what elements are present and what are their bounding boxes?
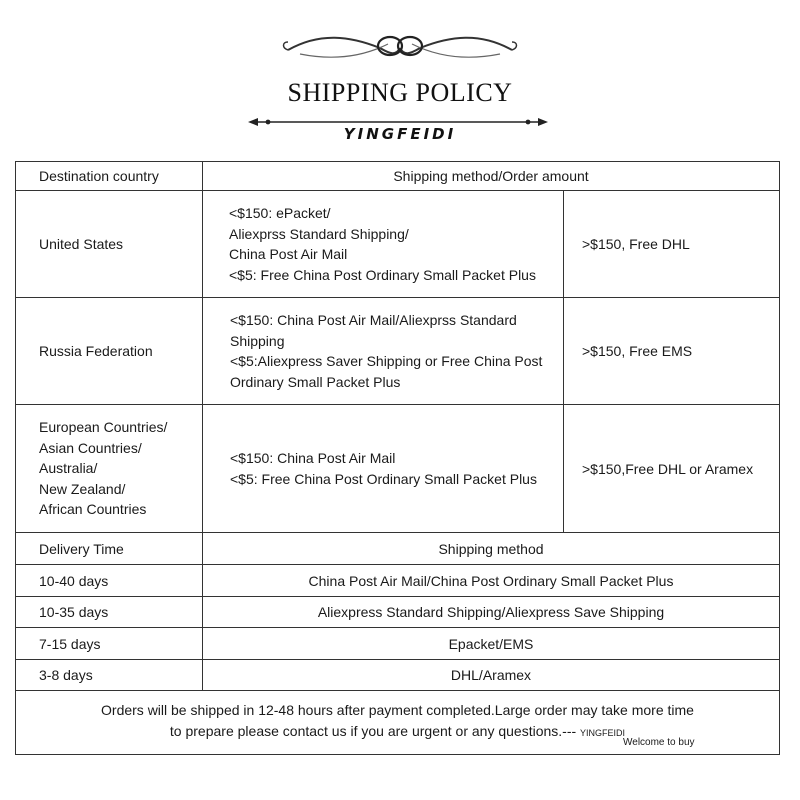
delivery-method-row-4: DHL/Aramex [450, 667, 532, 683]
header-shipping-method: Shipping method/Order amount [393, 168, 589, 184]
delivery-time-row-2: 10-35 days [39, 604, 109, 620]
above-amount-russia-federation: >$150, Free EMS [582, 343, 693, 359]
method-russia-federation: <$150: China Post Air Mail/Aliexprss Standard Shipping <$5:Aliexpress Saver Shipping or Free China Post Ordinary Small Packet Plus [230, 312, 543, 390]
method-united-states: <$150: ePacket/ Aliexprss Standard Shipping/ China Post Air Mail <$5: Free China Post Ordinary Small Packet Plus [229, 205, 536, 283]
delivery-method-row-3: Epacket/EMS [448, 635, 534, 652]
page-title: SHIPPING POLICY [287, 78, 513, 107]
country-russia-federation: Russia Federation [39, 343, 153, 359]
header-delivery-method: Shipping method [438, 540, 544, 557]
welcome-text: Welcome to buy [623, 737, 695, 748]
delivery-time-row-4: 3-8 days [39, 667, 93, 683]
header-destination-country: Destination country [39, 168, 159, 184]
flourish-ornament [280, 26, 520, 66]
above-amount-united-states: >$150, Free DHL [582, 236, 690, 252]
above-amount-other-regions: >$150,Free DHL or Aramex [582, 460, 754, 477]
delivery-method-row-2: Aliexpress Standard Shipping/Aliexpress Save Shipping [317, 604, 665, 620]
country-other-regions: European Countries/ Asian Countries/ Australia/ New Zealand/ African Countries [39, 419, 168, 518]
delivery-time-row-3: 7-15 days [39, 635, 101, 652]
note-brand: YINGFEIDI [580, 727, 626, 738]
shipping-note-line-1: Orders will be shipped in 12-48 hours after payment completed.Large order may take more time [101, 702, 694, 718]
header-delivery-time: Delivery Time [39, 540, 124, 557]
delivery-time-row-1: 10-40 days [39, 572, 109, 589]
brand-logo-text: YINGFEIDI [343, 125, 457, 143]
delivery-method-row-1: China Post Air Mail/China Post Ordinary Small Packet Plus [308, 572, 674, 589]
shipping-note-line-2: to prepare please contact us if you are urgent or any questions.--- YINGFEIDI [169, 722, 626, 739]
shipping-policy-table [15, 161, 780, 755]
country-united-states: United States [39, 236, 124, 252]
method-other-regions: <$150: China Post Air Mail <$5: Free China Post Ordinary Small Packet Plus [230, 450, 537, 487]
